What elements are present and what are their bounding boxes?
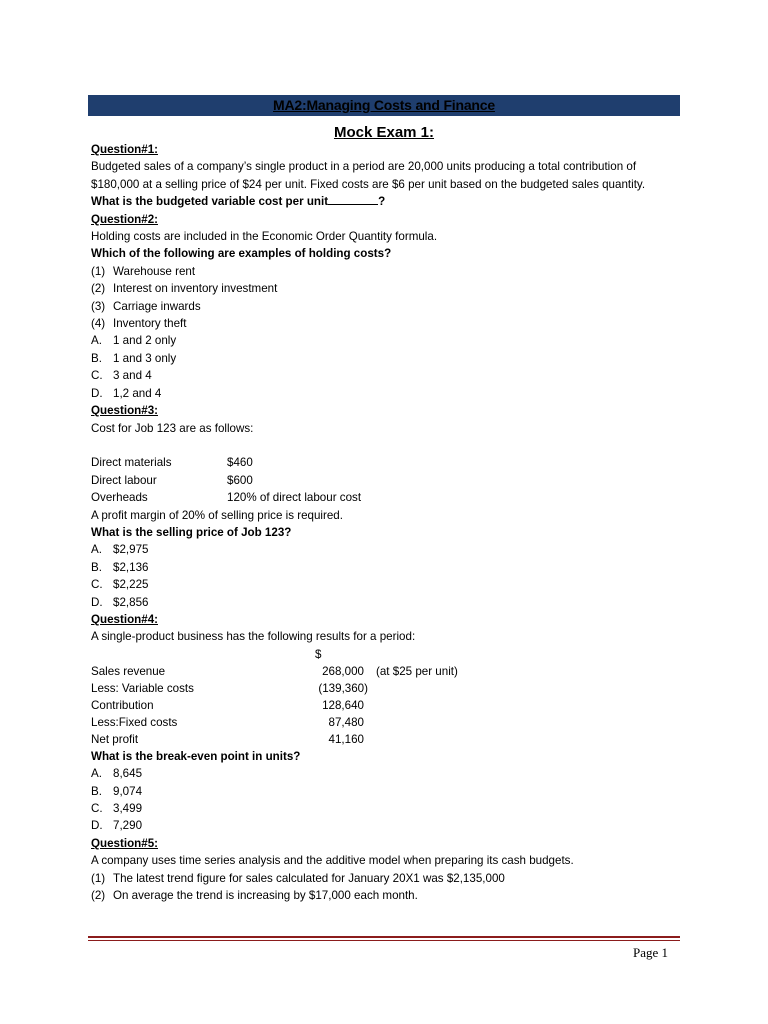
cost-row: Direct materials $460 <box>91 456 253 470</box>
results-row: Sales revenue 268,000 (at $25 per unit) <box>91 664 458 678</box>
answer-blank <box>328 193 378 205</box>
question-4-prompt: What is the break-even point in units? <box>91 749 301 763</box>
question-2-heading: Question#2: <box>91 212 158 226</box>
cost-row: Direct labour $600 <box>91 473 253 487</box>
blank-line <box>91 437 691 454</box>
question-3-prompt: What is the selling price of Job 123? <box>91 525 292 539</box>
question-4-heading: Question#4: <box>91 612 158 626</box>
question-2-text: Holding costs are included in the Economic Order Quantity formula. <box>91 230 438 244</box>
answer-option: A. 8,645 <box>91 767 143 781</box>
answer-option: D. 1,2 and 4 <box>91 386 162 400</box>
question-3-note: A profit margin of 20% of selling price is required. <box>91 508 343 522</box>
list-item: (2) On average the trend is increasing by $17,000 each month. <box>91 889 418 903</box>
answer-option: A. 1 and 2 only <box>91 334 177 348</box>
list-item: (1) Warehouse rent <box>91 264 196 278</box>
footer-rule-thin <box>88 940 680 941</box>
exam-title: Mock Exam 1: <box>333 124 435 141</box>
question-2-prompt: Which of the following are examples of holding costs? <box>91 247 392 261</box>
question-1-heading: Question#1: <box>91 143 158 156</box>
exam-content <box>91 141 691 904</box>
currency-header-row <box>91 646 691 663</box>
answer-option: D. 7,290 <box>91 819 143 833</box>
answer-option: C. $2,225 <box>91 578 149 592</box>
course-title: MA2:Managing Costs and Finance <box>273 97 495 113</box>
results-row: Less: Variable costs (139,360) <box>91 681 368 695</box>
question-5-heading: Question#5: <box>91 836 158 850</box>
list-item: (2) Interest on inventory investment <box>91 282 278 296</box>
list-item: (3) Carriage inwards <box>91 299 201 313</box>
question-1-text: Budgeted sales of a company’s single product in a period are 20,000 units producing a total contribution of $180,000 at a selling price of $24 per unit. Fixed costs are $6 per unit based on the budgeted sales quantity. <box>91 160 646 191</box>
results-row: Less:Fixed costs 87,480 <box>91 715 364 729</box>
answer-option: B. 1 and 3 only <box>91 351 177 365</box>
cost-row: Overheads 120% of direct labour cost <box>91 491 362 505</box>
question-1-prompt-suffix: ? <box>378 195 386 209</box>
question-4-text: A single-product business has the following results for a period: <box>91 630 416 644</box>
answer-option: C. 3,499 <box>91 801 143 815</box>
page-number: Page 1 <box>632 945 668 960</box>
answer-option: B. $2,136 <box>91 560 149 574</box>
answer-option: C. 3 and 4 <box>91 369 152 383</box>
question-3-text: Cost for Job 123 are as follows: <box>91 421 254 435</box>
footer-rule <box>88 936 680 938</box>
question-1-prompt-text: What is the budgeted variable cost per unit <box>91 195 329 209</box>
results-row: Contribution 128,640 <box>91 698 364 712</box>
question-1-prompt <box>91 193 691 210</box>
answer-option: A. $2,975 <box>91 543 149 557</box>
answer-option: D. $2,856 <box>91 595 149 609</box>
answer-option: B. 9,074 <box>91 784 143 798</box>
list-item: (1) The latest trend figure for sales calculated for January 20X1 was $2,135,000 <box>91 871 505 885</box>
question-5-text: A company uses time series analysis and the additive model when preparing its cash budgets. <box>91 854 574 868</box>
course-title-banner <box>88 95 680 116</box>
question-3-heading: Question#3: <box>91 404 158 418</box>
currency-header: $ <box>315 647 322 661</box>
list-item: (4) Inventory theft <box>91 317 187 331</box>
results-row: Net profit 41,160 <box>91 732 364 746</box>
